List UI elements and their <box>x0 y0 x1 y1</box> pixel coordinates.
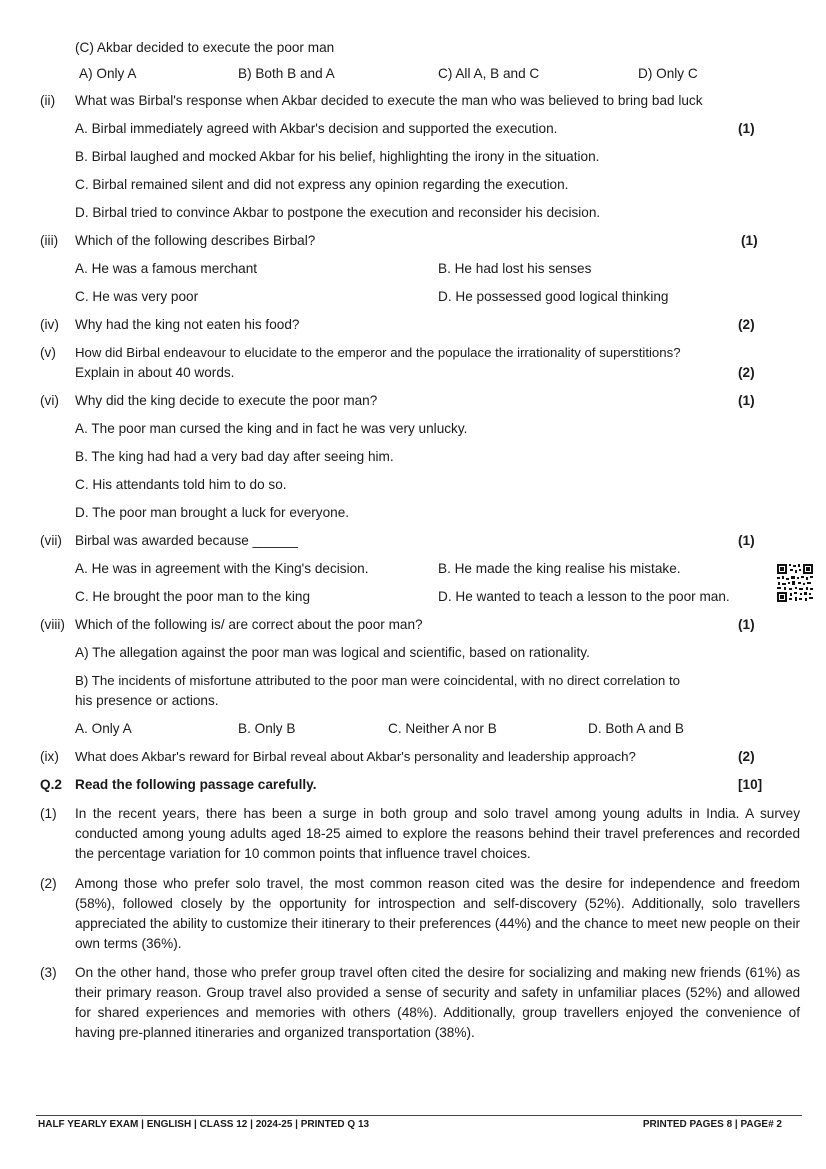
question-text: What does Akbar's reward for Birbal reveal about Akbar's personality and leadership approach? <box>75 749 636 764</box>
marks: (2) <box>738 365 755 380</box>
question-text: What was Birbal's response when Akbar decided to execute the man who was believed to bring bad luck <box>75 93 703 108</box>
option: D. He wanted to teach a lesson to the poor man. <box>438 589 730 604</box>
option: C. He brought the poor man to the king <box>75 589 311 604</box>
question-number: (v) <box>40 345 56 360</box>
footer-page-info: PRINTED PAGES 8 | PAGE# 2 <box>642 1119 782 1130</box>
option: C. Birbal remained silent and did not express any opinion regarding the execution. <box>75 177 569 192</box>
marks: (1) <box>738 533 755 548</box>
marks: (1) <box>738 393 755 408</box>
question-text: Birbal was awarded because ______ <box>75 533 298 548</box>
marks: (1) <box>738 617 755 632</box>
question-number: (vii) <box>40 533 62 548</box>
q2-title: Read the following passage carefully. <box>75 777 317 792</box>
statement-b: B) The incidents of misfortune attributed to the poor man were coincidental, with no direct correlation to <box>75 673 681 688</box>
option-b: B) Both B and A <box>238 66 335 81</box>
paragraph-number: (3) <box>40 965 57 980</box>
option-c: C) All A, B and C <box>438 66 540 81</box>
option: C. He was very poor <box>75 289 199 304</box>
option: B. The king had had a very bad day after seeing him. <box>75 449 394 464</box>
option: D. Birbal tried to convince Akbar to postpone the execution and reconsider his decision. <box>75 205 601 220</box>
marks: (1) <box>738 121 755 136</box>
passage-paragraph: On the other hand, those who prefer group travel often cited the desire for socializing and making new friends (61%) as their primary reason. Group travel also provided a sense of security and safety in unfamiliar places (52%) and allowed for shared experiences and memories with others (48%). Additionally, group travellers enjoyed the convenience of having pre-planned itineraries and organized transportation (38%). <box>75 965 800 1040</box>
option-a: A) Only A <box>79 66 137 81</box>
option: A. Birbal immediately agreed with Akbar's decision and supported the execution. <box>75 121 558 136</box>
statement-a: A) The allegation against the poor man was logical and scientific, based on rationality. <box>75 645 590 660</box>
marks: (2) <box>738 749 755 764</box>
option: C. His attendants told him to do so. <box>75 477 287 492</box>
option: A. The poor man cursed the king and in fact he was very unlucky. <box>75 421 468 436</box>
option: A. He was a famous merchant <box>75 261 258 276</box>
paragraph-number: (1) <box>40 806 57 821</box>
question-number: (viii) <box>40 617 65 632</box>
question-number: (iii) <box>40 233 59 248</box>
statement-b-cont: his presence or actions. <box>75 693 219 708</box>
paragraph-number: (2) <box>40 876 57 891</box>
option: A. He was in agreement with the King's decision. <box>75 561 369 576</box>
question-text-cont: Explain in about 40 words. <box>75 365 235 380</box>
question-number: (ix) <box>40 749 59 764</box>
option: B. Birbal laughed and mocked Akbar for his belief, highlighting the irony in the situation. <box>75 149 600 164</box>
question-text: Why did the king decide to execute the poor man? <box>75 393 378 408</box>
question-number: (iv) <box>40 317 59 332</box>
passage-paragraph: In the recent years, there has been a surge in both group and solo travel among young adults in India. A survey conducted among young adults aged 18-25 aimed to explore the reasons behind their travel preferences and recorded the percentage variation for 10 common points that influence travel choices. <box>75 806 800 861</box>
marks: (1) <box>741 233 758 248</box>
option: B. He had lost his senses <box>438 261 592 276</box>
option: D. The poor man brought a luck for everyone. <box>75 505 350 520</box>
footer-divider <box>36 1115 802 1116</box>
qr-code-icon <box>776 563 814 603</box>
option: B. Only B <box>238 721 296 736</box>
footer-exam-info: HALF YEARLY EXAM | ENGLISH | CLASS 12 | 2024-25 | PRINTED Q 13 <box>38 1119 370 1130</box>
q2-marks: [10] <box>738 777 763 792</box>
q2-number: Q.2 <box>40 777 62 792</box>
option: D. He possessed good logical thinking <box>438 289 669 304</box>
question-text: Which of the following describes Birbal? <box>75 233 316 248</box>
passage-paragraph: Among those who prefer solo travel, the most common reason cited was the desire for independence and freedom (58%), followed closely by the opportunity for introspection and self-discovery (52%). Additionally, solo travellers appreciated the ability to customize their itinerary to their preferences (44%) and the chance to meet new people on their own terms (36%). <box>75 876 800 951</box>
marks: (2) <box>738 317 755 332</box>
question-text: Which of the following is/ are correct about the poor man? <box>75 617 423 632</box>
question-text: Why had the king not eaten his food? <box>75 317 300 332</box>
option-d: D) Only C <box>638 66 698 81</box>
question-text: How did Birbal endeavour to elucidate to the emperor and the populace the irrationality of superstitions? <box>75 345 681 360</box>
option: A. Only A <box>75 721 132 736</box>
option: D. Both A and B <box>588 721 684 736</box>
question-number: (ii) <box>40 93 56 108</box>
option: B. He made the king realise his mistake. <box>438 561 681 576</box>
option: C. Neither A nor B <box>388 721 497 736</box>
statement-c: (C) Akbar decided to execute the poor man <box>75 40 335 55</box>
question-number: (vi) <box>40 393 59 408</box>
